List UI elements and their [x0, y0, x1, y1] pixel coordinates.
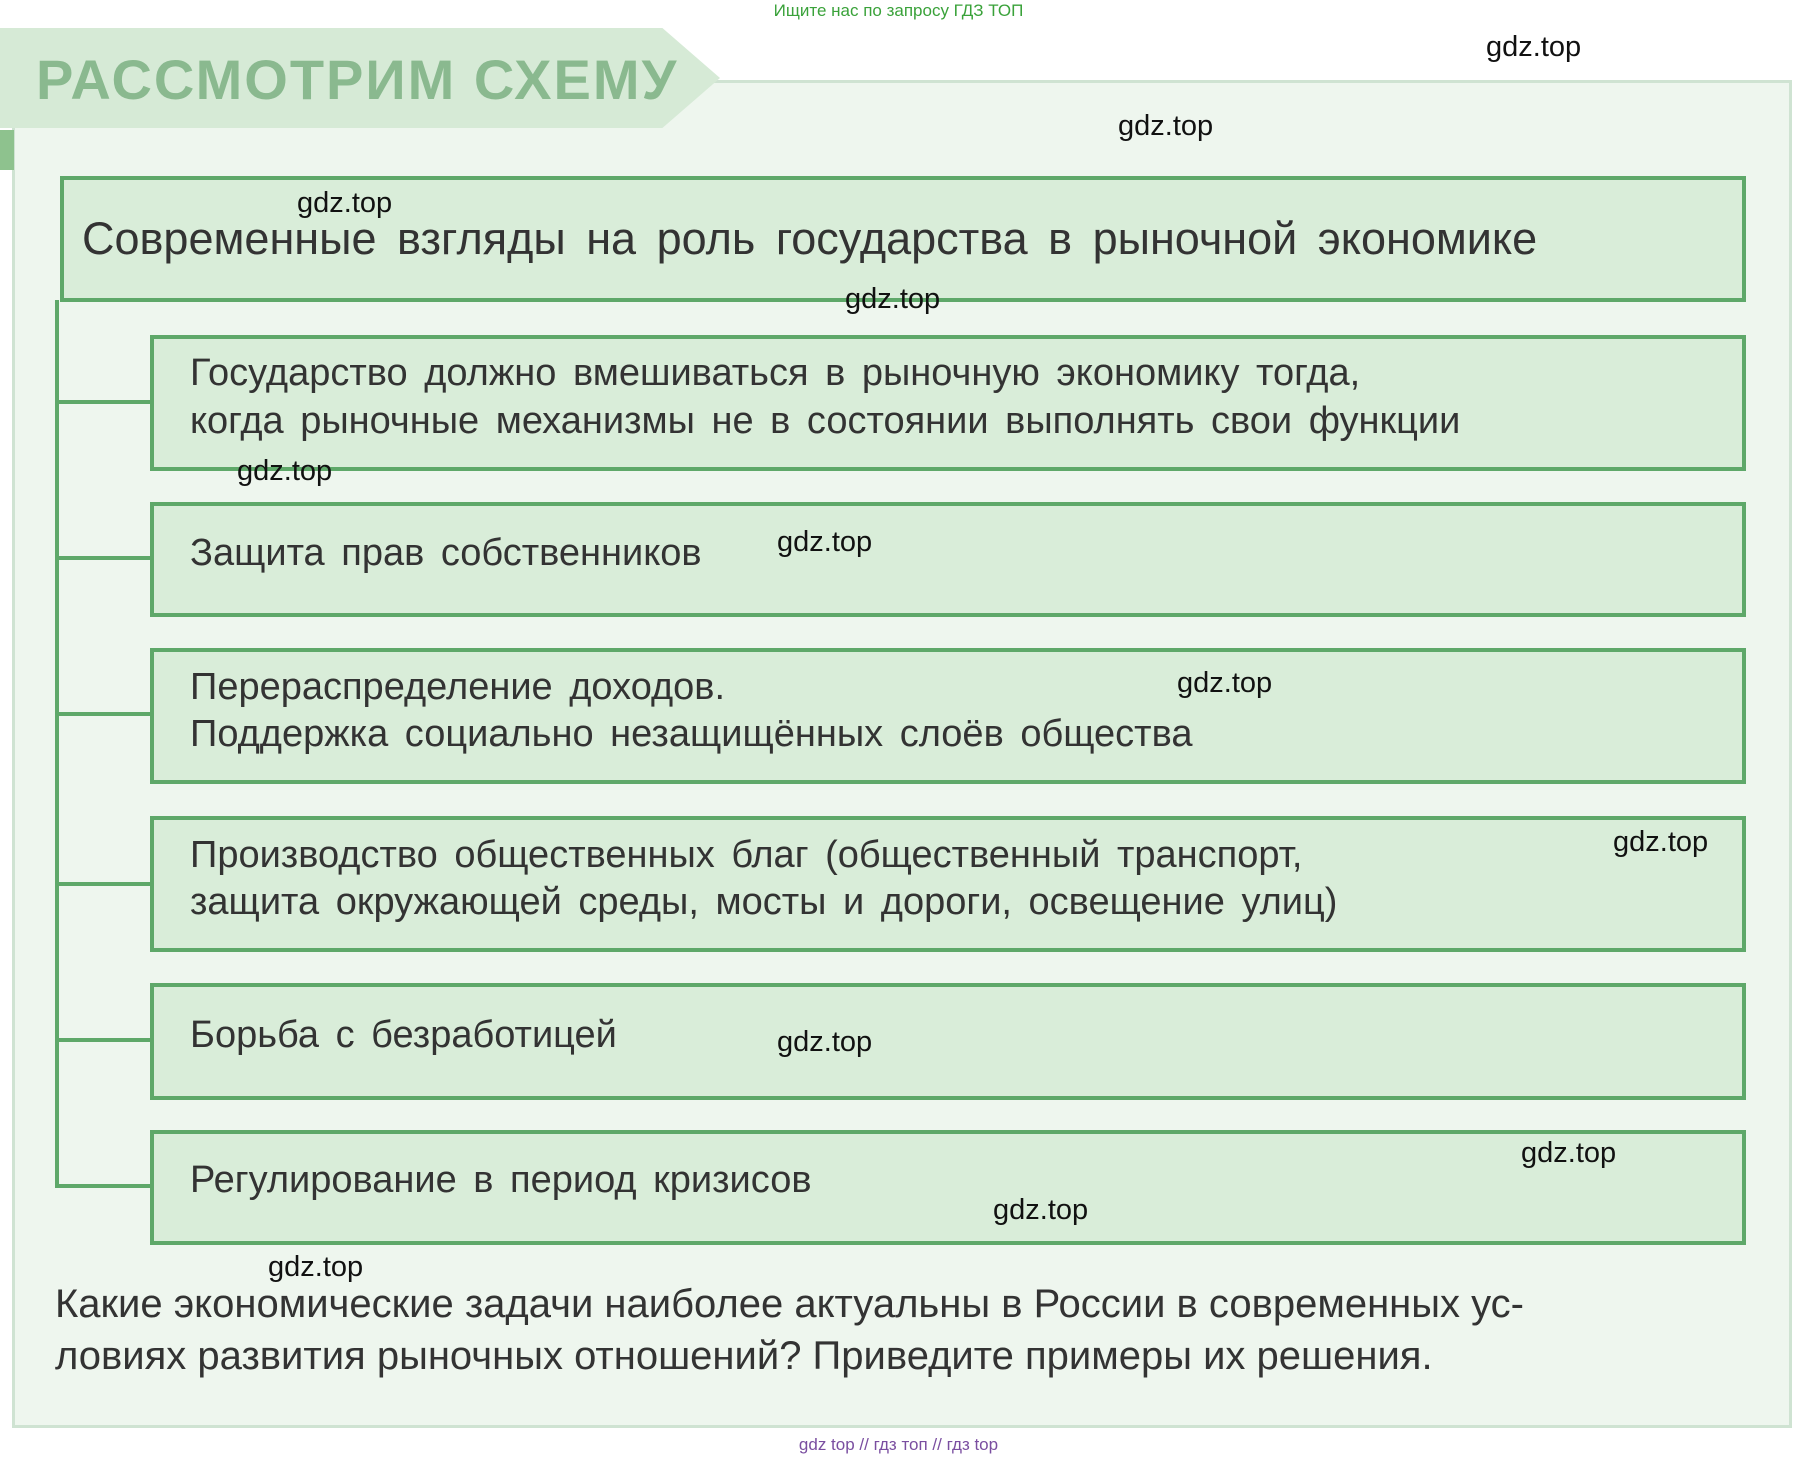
heading-accent — [0, 130, 14, 170]
scheme-box-1-line-1: Государство должно вмешиваться в рыночную экономику тогда, — [190, 352, 1361, 394]
scheme-box-1-line-2: когда рыночные механизмы не в состоянии выполнять свои функции — [190, 400, 1461, 442]
question-line-2: ловиях развития рыночных отношений? Приведите примеры их решения. — [55, 1334, 1433, 1378]
connector-line-5 — [55, 1038, 152, 1042]
watermark: gdz.top — [845, 283, 941, 315]
scheme-box-4-line-2: защита окружающей среды, мосты и дороги, освещение улиц) — [190, 881, 1338, 923]
section-heading: РАССМОТРИМ СХЕМУ — [36, 48, 679, 111]
connector-line-2 — [55, 556, 152, 560]
connector-line-6 — [55, 1184, 152, 1188]
main-concept-text: Современные взгляды на роль государства в рыночной экономике — [82, 213, 1538, 264]
connector-line-4 — [55, 882, 152, 886]
watermark: gdz.top — [268, 1251, 364, 1283]
watermark: gdz.top — [1177, 667, 1273, 699]
scheme-box-3-line-1: Перераспределение доходов. — [190, 666, 726, 708]
connector-line-1 — [55, 400, 152, 404]
question-line-1: Какие экономические задачи наиболее актуальны в России в современных ус- — [55, 1282, 1525, 1326]
watermark: gdz.top — [1521, 1137, 1617, 1169]
watermark: gdz.top — [1486, 31, 1582, 63]
scheme-box-2-line-1: Защита прав собственников — [190, 532, 702, 574]
scheme-box-5-line-1: Борьба с безработицей — [190, 1014, 617, 1056]
watermark: gdz.top — [993, 1194, 1089, 1226]
connector-line-3 — [55, 712, 152, 716]
connector-vertical-line — [55, 300, 59, 1188]
watermark: gdz.top — [777, 526, 873, 558]
watermark: gdz.top — [777, 1026, 873, 1058]
watermark: gdz.top — [1613, 826, 1709, 858]
scheme-box-4-line-1: Производство общественных благ (общественный транспорт, — [190, 834, 1303, 876]
search-hint: Ищите нас по запросу ГДЗ ТОП — [773, 1, 1024, 20]
scheme-box-3-line-2: Поддержка социально незащищённых слоёв общества — [190, 713, 1193, 755]
footer-watermark: gdz top // гдз топ // гдз top — [798, 1435, 999, 1454]
watermark: gdz.top — [1118, 110, 1214, 142]
watermark: gdz.top — [297, 187, 393, 219]
scheme-box-6-line-1: Регулирование в период кризисов — [190, 1159, 812, 1201]
watermark: gdz.top — [237, 455, 333, 487]
